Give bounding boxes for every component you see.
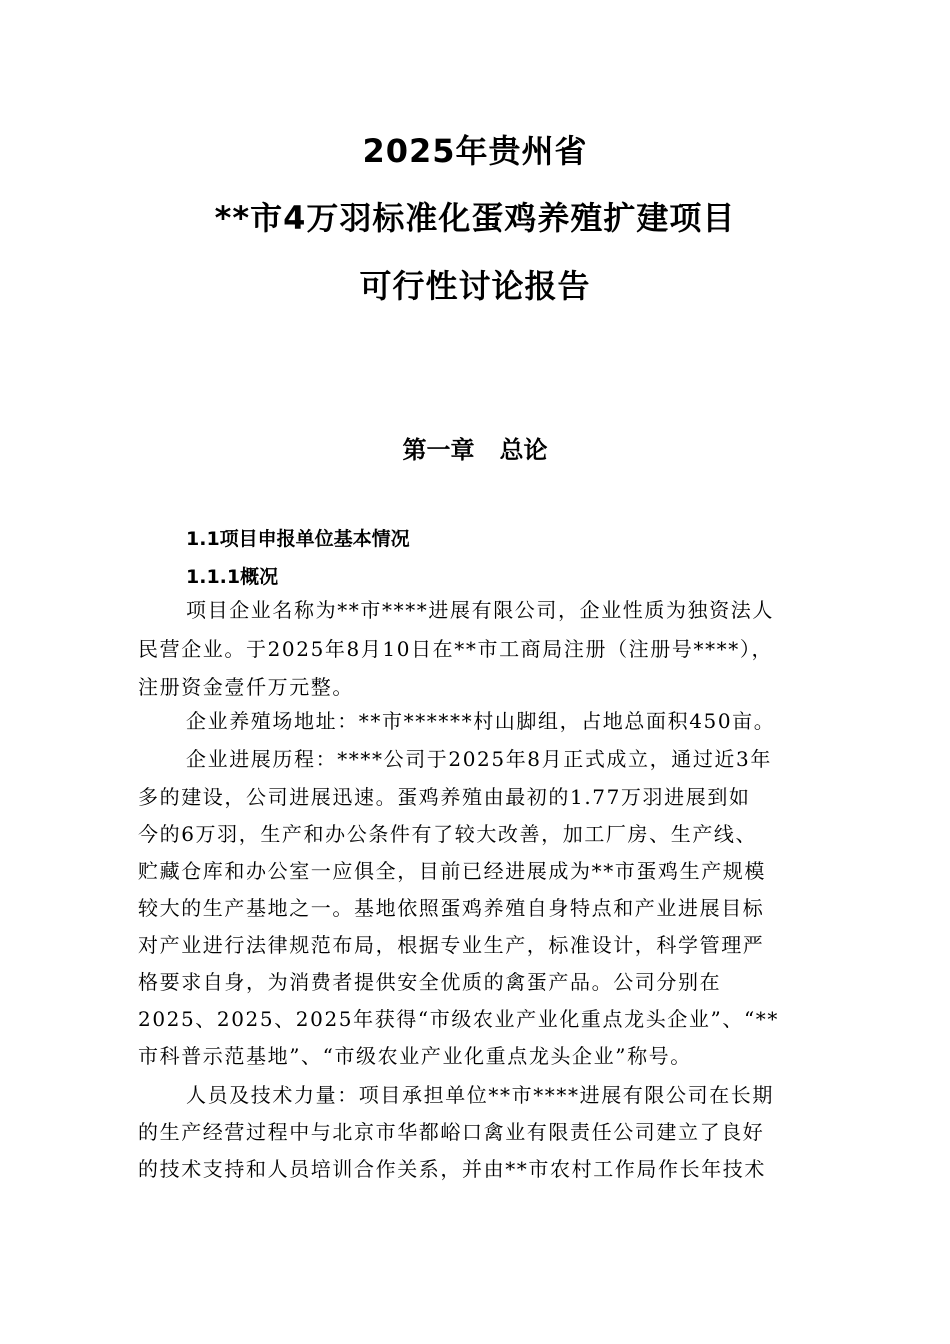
section-heading: 1.1项目申报单位基本情况 [186,528,410,550]
body-text-line: 贮藏仓库和办公室一应俱全，目前已经进展成为**市蛋鸡生产规模 [138,859,766,883]
body-text-line: 人员及技术力量：项目承担单位**市****进展有限公司在长期 [186,1083,774,1107]
body-text-line: 多的建设，公司进展迅速。蛋鸡养殖由最初的1.77万羽进展到如 [138,785,751,809]
body-text-line: 民营企业。于2025年8月10日在**市工商局注册（注册号****）， [138,637,774,661]
document-title-line-3: 可行性讨论报告 [359,267,591,305]
document-title-line-1: 2025年贵州省 [362,132,588,170]
body-text-line: 企业进展历程：****公司于2025年8月正式成立，通过近3年 [186,747,772,771]
body-text-line: 项目企业名称为**市****进展有限公司，企业性质为独资法人 [186,598,774,622]
chapter-heading: 第一章 总论 [402,436,548,464]
body-text-line: 注册资金壹仟万元整。 [138,675,354,699]
body-text-line: 2025、2025、2025年获得“市级农业产业化重点龙头企业”、“** [138,1007,779,1031]
body-text-line: 市科普示范基地”、“市级农业产业化重点龙头企业”称号。 [138,1044,692,1068]
body-text-line: 的技术支持和人员培训合作关系，并由**市农村工作局作长年技术 [138,1157,766,1181]
body-text-line: 企业养殖场地址：**市******村山脚组，占地总面积450亩。 [186,709,776,733]
document-title-line-2: **市4万羽标准化蛋鸡养殖扩建项目 [214,199,736,237]
body-text-line: 今的6万羽，生产和办公条件有了较大改善，加工厂房、生产线、 [138,822,758,846]
subsection-heading: 1.1.1概况 [186,566,279,588]
body-text-line: 的生产经营过程中与北京市华都峪口禽业有限责任公司建立了良好 [138,1120,765,1144]
body-text-line: 较大的生产基地之一。基地依照蛋鸡养殖自身特点和产业进展目标 [138,896,765,920]
body-text-line: 格要求自身，为消费者提供安全优质的禽蛋产品。公司分别在 [138,970,722,994]
body-text-line: 对产业进行法律规范布局，根据专业生产，标准设计，科学管理严 [138,933,765,957]
